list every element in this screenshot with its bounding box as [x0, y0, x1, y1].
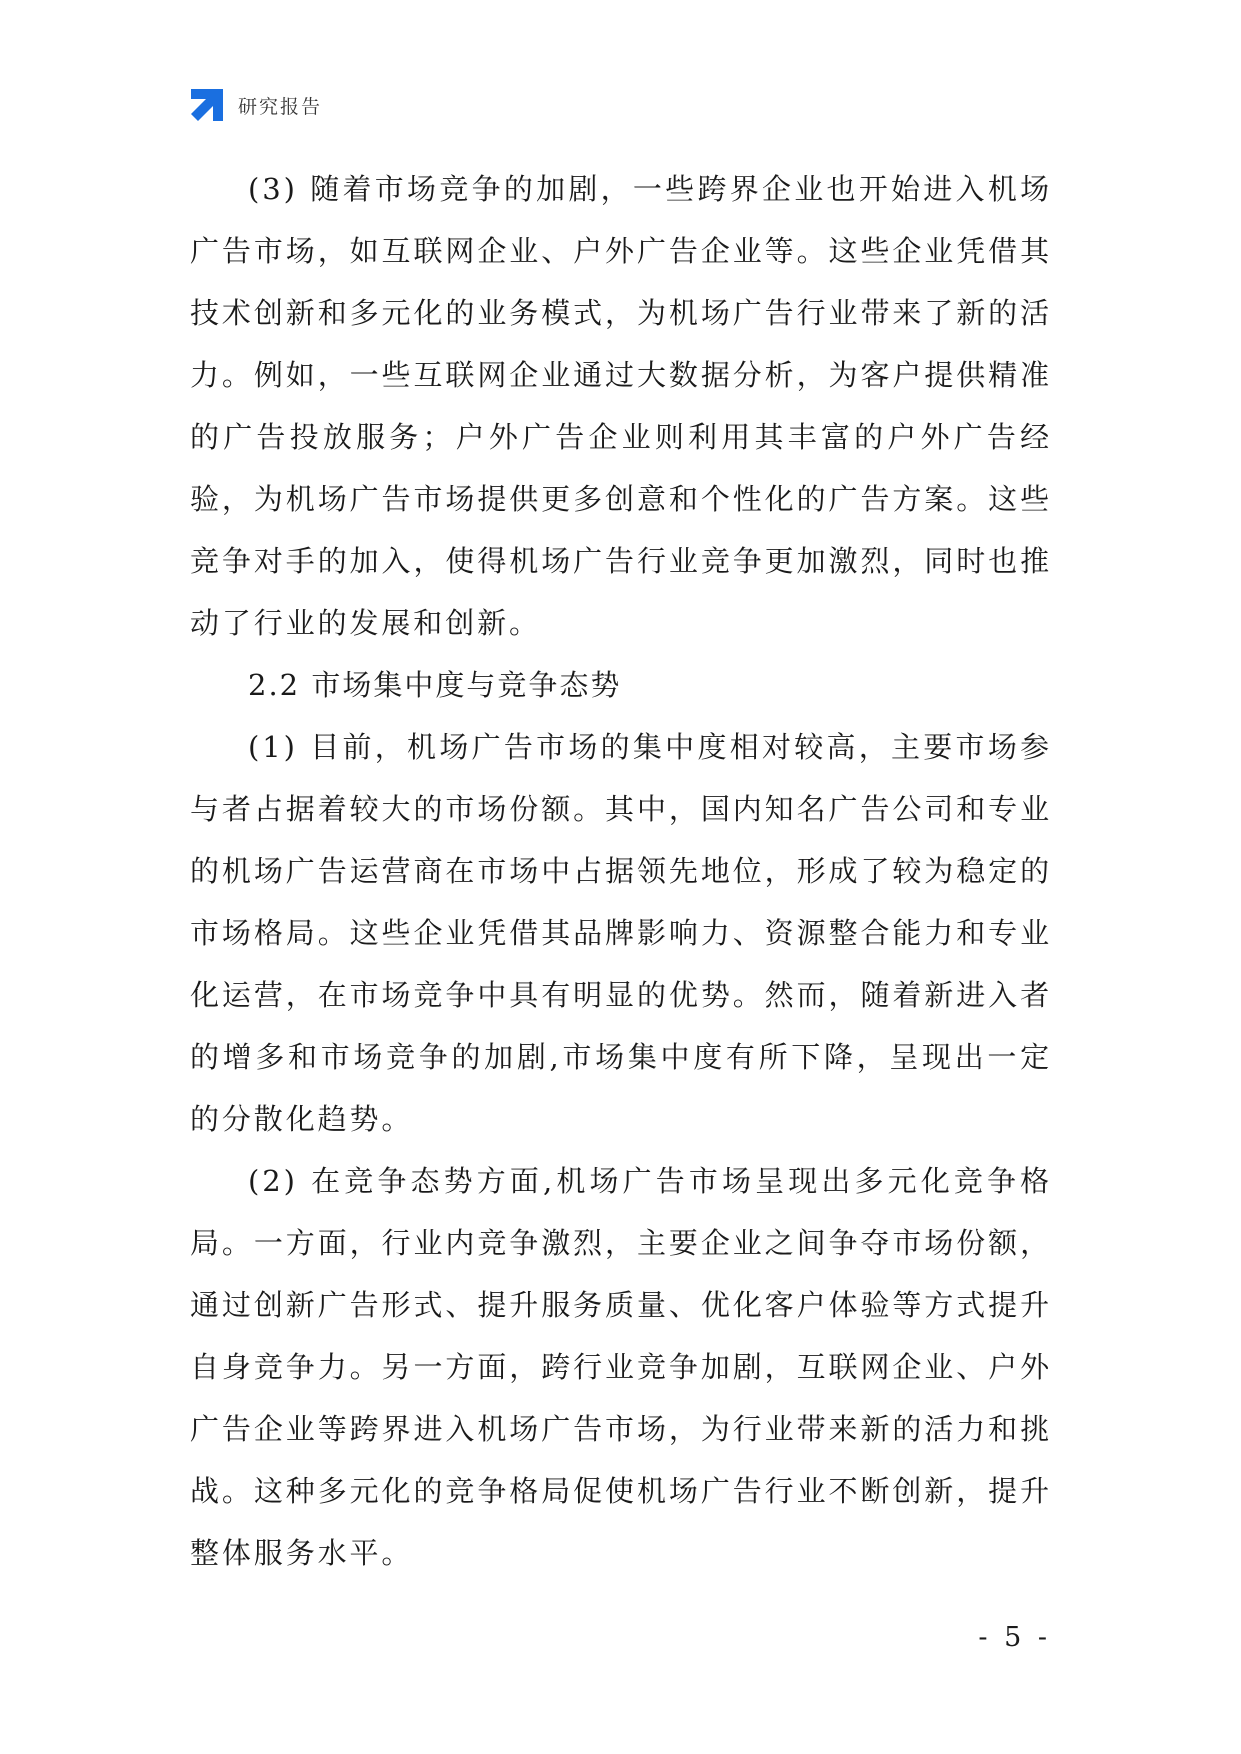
document-body: [190, 158, 1052, 1584]
section-heading: 2.2 市场集中度与竞争态势: [248, 668, 622, 702]
paragraph-2: (2) 在竞争态势方面,机场广告市场呈现出多元化竞争格局。一方面，行业内竞争激烈，主要企业之间争夺市场份额，通过创新广告形式、提升服务质量、优化客户体验等方式提升自身竞争力。另一方面，跨行业竞争加剧，互联网企业、户外广告企业等跨界进入机场广告市场，为行业带来新的活力和挑战。这种多元化的竞争格局促使机场广告行业不断创新，提升整体服务水平。: [190, 1164, 1052, 1570]
paragraph-1: (1) 目前，机场广告市场的集中度相对较高，主要市场参与者占据着较大的市场份额。其中，国内知名广告公司和专业的机场广告运营商在市场中占据领先地位，形成了较为稳定的市场格局。这些企业凭借其品牌影响力、资源整合能力和专业化运营，在市场竞争中具有明显的优势。然而，随着新进入者的增多和市场竞争的加剧,市场集中度有所下降，呈现出一定的分散化趋势。: [190, 730, 1052, 1136]
arrow-logo-icon: [190, 88, 224, 122]
page-number: - 5 -: [978, 1622, 1051, 1653]
paragraph-3: (3) 随着市场竞争的加剧，一些跨界企业也开始进入机场广告市场，如互联网企业、户外广告企业等。这些企业凭借其技术创新和多元化的业务模式，为机场广告行业带来了新的活力。例如，一些互联网企业通过大数据分析，为客户提供精准的广告投放服务；户外广告企业则利用其丰富的户外广告经验，为机场广告市场提供更多创意和个性化的广告方案。这些竞争对手的加入，使得机场广告行业竞争更加激烈，同时也推动了行业的发展和创新。: [190, 172, 1052, 640]
report-header: [190, 88, 322, 122]
header-title: 研究报告: [238, 95, 323, 118]
